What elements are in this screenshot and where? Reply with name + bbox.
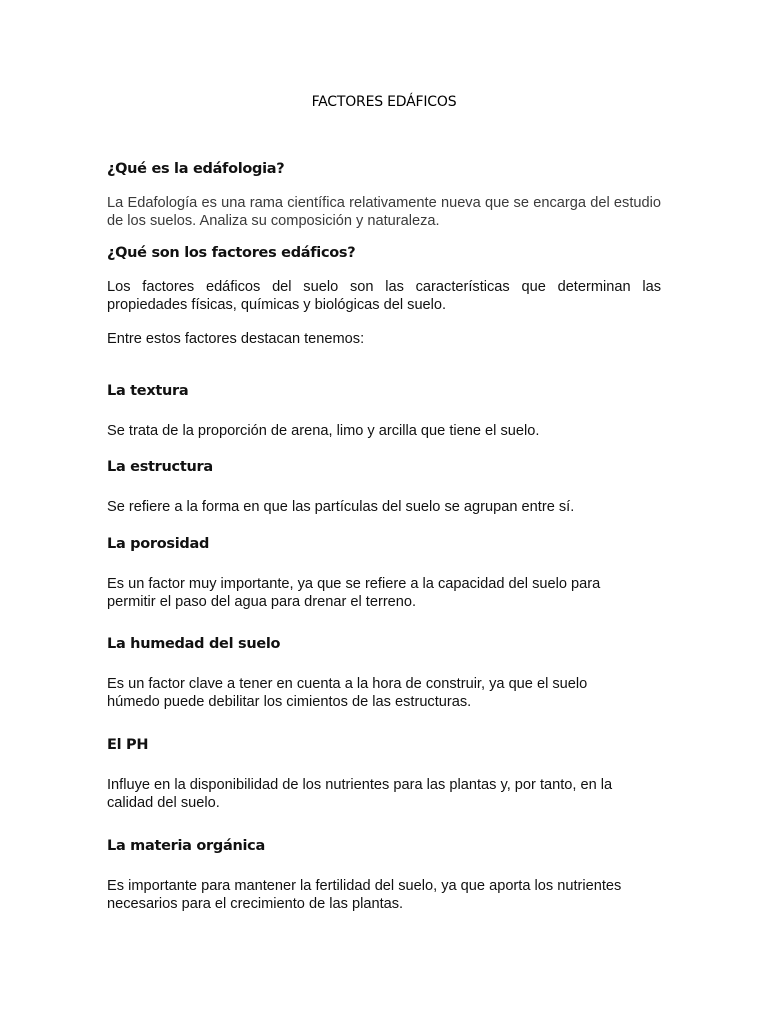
paragraph-estructura: Se refiere a la forma en que las partículas del suelo se agrupan entre sí. xyxy=(107,499,575,515)
heading-factores-edaficos: ¿Qué son los factores edáficos? xyxy=(107,245,356,261)
heading-materia-organica: La materia orgánica xyxy=(107,838,265,854)
heading-humedad: La humedad del suelo xyxy=(107,636,281,652)
paragraph-materia-organica: Es importante para mantener la fertilidad del suelo, ya que aporta los nutrientes necesarios para el crecimiento de las plantas. xyxy=(107,878,622,912)
document-title: FACTORES EDÁFICOS xyxy=(311,94,457,110)
heading-que-es-edafologia: ¿Qué es la edáfologia? xyxy=(107,161,285,177)
heading-estructura: La estructura xyxy=(107,459,213,475)
paragraph-intro-factores: Entre estos factores destacan tenemos: xyxy=(107,331,365,347)
heading-ph: El PH xyxy=(107,737,149,753)
paragraph-factores-edaficos: Los factores edáficos del suelo son las características que determinan las propiedades físicas, químicas y biológicas del suelo. xyxy=(107,279,661,313)
paragraph-textura: Se trata de la proporción de arena, limo y arcilla que tiene el suelo. xyxy=(107,423,540,439)
paragraph-porosidad: Es un factor muy importante, ya que se refiere a la capacidad del suelo para permitir el paso del agua para drenar el terreno. xyxy=(107,576,601,610)
paragraph-edafologia: La Edafología es una rama científica relativamente nueva que se encarga del estudio de los suelos. Analiza su composición y naturaleza. xyxy=(107,195,661,229)
heading-porosidad: La porosidad xyxy=(107,536,210,552)
heading-textura: La textura xyxy=(107,383,189,399)
paragraph-humedad: Es un factor clave a tener en cuenta a la hora de construir, ya que el suelo húmedo puede debilitar los cimientos de las estructuras. xyxy=(107,676,588,710)
paragraph-ph: Influye en la disponibilidad de los nutrientes para las plantas y, por tanto, en la calidad del suelo. xyxy=(107,777,613,811)
